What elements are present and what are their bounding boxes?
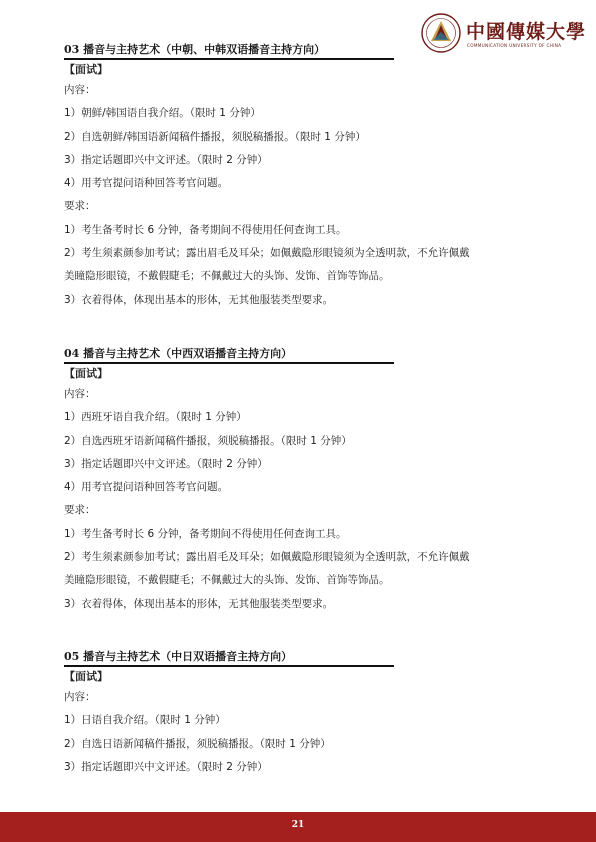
section-subhead: 【面试】 (64, 367, 108, 380)
text-line: 1）西班牙语自我介绍。（限时 1 分钟） (64, 411, 247, 424)
text-line: 内容： (64, 691, 96, 703)
section-subhead: 【面试】 (64, 670, 108, 683)
text-line: 3）指定话题即兴中文评述。（限时 2 分钟） (64, 457, 268, 470)
page-number: 21 (291, 820, 305, 830)
text-line: 2）自选日语新闻稿件播报，须脱稿播报。（限时 1 分钟） (64, 737, 331, 750)
section-05 (64, 648, 394, 779)
university-emblem-icon (420, 12, 462, 54)
text-line: 1）日语自我介绍。（限时 1 分钟） (64, 714, 226, 727)
section-04 (64, 345, 470, 616)
text-line: 美瞳隐形眼镜，不戴假睫毛；不佩戴过大的头饰、发饰、首饰等饰品。 (64, 270, 390, 283)
text-line: 2）自选西班牙语新闻稿件播报，须脱稿播报。（限时 1 分钟） (64, 434, 352, 447)
text-line: 要求： (64, 200, 96, 213)
text-line: 4）用考官提问语种回答考官问题。 (64, 177, 229, 190)
text-line: 3）指定话题即兴中文评述。（限时 2 分钟） (64, 760, 268, 773)
text-line: 1）考生备考时长 6 分钟，备考期间不得使用任何查询工具。 (64, 527, 347, 540)
section-subhead: 【面试】 (64, 63, 108, 76)
text-line: 4）用考官提问语种回答考官问题。 (64, 481, 229, 494)
text-line: 要求： (64, 504, 96, 517)
section-title: 04 播音与主持艺术（中西双语播音主持方向） (64, 347, 293, 360)
text-line: 3）指定话题即兴中文评述。（限时 2 分钟） (64, 153, 268, 166)
section-title: 03 播音与主持艺术（中朝、中韩双语播音主持方向） (64, 43, 326, 56)
text-line: 2）自选朝鲜/韩国语新闻稿件播报，须脱稿播报。（限时 1 分钟） (64, 130, 366, 143)
text-line: 内容： (64, 84, 96, 96)
section-title: 05 播音与主持艺术（中日双语播音主持方向） (64, 650, 293, 663)
text-line: 2）考生须素颜参加考试；露出眉毛及耳朵；如佩戴隐形眼镜须为全透明款，不允许佩戴 (64, 551, 470, 564)
text-line: 内容： (64, 388, 96, 400)
text-line: 1）朝鲜/韩国语自我介绍。（限时 1 分钟） (64, 107, 261, 120)
text-line: 2）考生须素颜参加考试；露出眉毛及耳朵；如佩戴隐形眼镜须为全透明款，不允许佩戴 (64, 247, 470, 260)
logo-subtitle: COMMUNICATION UNIVERSITY OF CHINA (467, 43, 562, 48)
footer-bar (0, 812, 596, 842)
text-line: 1）考生备考时长 6 分钟，备考期间不得使用任何查询工具。 (64, 223, 347, 236)
text-line: 美瞳隐形眼镜，不戴假睫毛；不佩戴过大的头饰、发饰、首饰等饰品。 (64, 574, 390, 587)
logo-text: 中國傳媒大學 (466, 21, 587, 43)
text-line: 3）衣着得体，体现出基本的形体，无其他服装类型要求。 (64, 293, 334, 306)
university-logo (420, 12, 590, 54)
section-03 (64, 41, 470, 312)
text-line: 3）衣着得体，体现出基本的形体，无其他服装类型要求。 (64, 597, 334, 610)
